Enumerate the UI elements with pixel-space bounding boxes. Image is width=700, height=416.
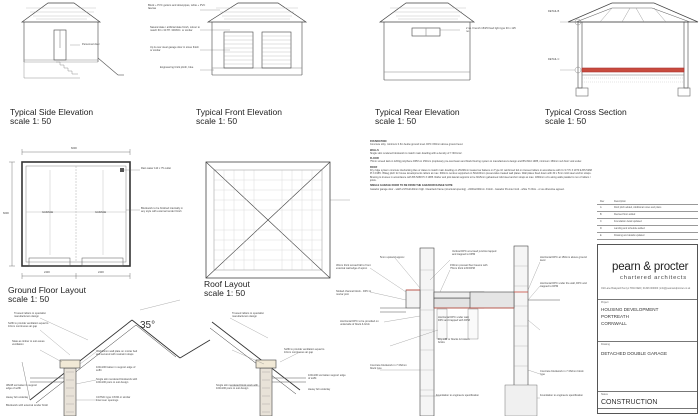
note-eaves-3: Slate as timber to suit eaves ventilation xyxy=(12,340,45,347)
note-found-11: Horizontal DPC under the wall, DPC and trapped to DPM xyxy=(540,282,587,289)
note-eaves-2: Soffit to provide ventilation equal to 10mm continuous air gap xyxy=(8,322,49,329)
rev-row-c: C xyxy=(600,220,602,223)
note-eaves-8: CATNIC type CX/90 or similar lintel over openings xyxy=(96,396,131,403)
plan-dim-2: 2430 xyxy=(98,271,104,274)
title-ground-floor: Ground Floor Layout scale 1: 50 xyxy=(8,285,86,304)
roof-pitch-label: 35° xyxy=(140,320,156,331)
note-eaves-9: Blockwork with external render finish xyxy=(6,404,49,407)
front-elevation xyxy=(200,3,306,75)
note-found-12: Concrete blockwork in 7.3N/mm block type xyxy=(540,370,584,377)
title-front-elevation: Typical Front Elevation scale 1: 50 xyxy=(196,107,282,126)
note-eaves-10: 38x38 sw batten in support edge of soffit xyxy=(6,384,38,391)
note-rear-1: 2 no. French 15/25 fixed light type 30 x 125 no. xyxy=(466,27,516,34)
firm-address: Old Lane Boatyard Penryn TR10 9ED | 01326 000000 | info@pearnandprocter.co.uk xyxy=(601,287,691,290)
foundation-detail-left xyxy=(370,248,484,416)
roof-plan xyxy=(206,162,350,278)
firm-logo-subtitle: chartered architects xyxy=(620,275,687,281)
note-found-7: Dry infill or blocks & broken bricks xyxy=(438,338,470,345)
rear-elevation xyxy=(380,3,474,80)
note-eaves-13: Trussed rafters to specialist manufacturers design xyxy=(232,312,264,319)
note-found-13: Foundation to engineers specification xyxy=(540,394,583,397)
front-door-right xyxy=(262,32,291,68)
rev-row-a: A xyxy=(600,206,602,209)
label-project: Project xyxy=(601,301,609,304)
title-cross-section: Typical Cross Section scale 1: 50 xyxy=(545,107,627,126)
rev-row-e-desc: Drawing and details updated xyxy=(614,234,645,237)
note-eaves-14: Soffit to provide ventilation equal to 10mm continuous air gap xyxy=(284,348,325,355)
rev-header-desc: Description xyxy=(614,200,626,203)
rev-row-c-desc: Foundation detail updated xyxy=(614,220,642,223)
note-eaves-15: Single skin rendered block work with 100x100 piers to suit design xyxy=(216,384,258,391)
note-front-4: Engineering brick plinth, blue xyxy=(160,66,194,69)
ground-floor-plan xyxy=(9,149,140,279)
note-found-4: 150mm precast floor beams with 75mm thick infill DPM xyxy=(450,264,488,271)
plan-label-garage-left: GARAGE xyxy=(42,211,54,214)
note-found-14: Horizontal DPC to be provided on underside of block & brick xyxy=(340,320,379,327)
note-eaves-6: Heavy felt underlay xyxy=(6,396,29,399)
note-front-2: Natural slate / artificial slate finish, colour to match 60 x 30 TP. 30/45/C. or similar xyxy=(150,26,200,33)
rev-row-b-desc: Revised floor added xyxy=(614,213,636,216)
rev-row-d-desc: Landing and schedule added xyxy=(614,227,645,230)
note-found-10: Horizontal DPC at 150mm above ground level xyxy=(540,256,587,263)
note-found-9: Foundation to engineers specification xyxy=(436,394,479,397)
drawing-name: DETACHED DOUBLE GARAGE xyxy=(601,351,668,356)
note-detail-b: DETAIL B xyxy=(548,10,560,13)
foundation-detail-right xyxy=(470,246,560,416)
note-eaves-11: Heavy felt underlay xyxy=(308,388,331,391)
project-line-1: HOUSING DEVELOPMENT xyxy=(601,307,659,312)
side-elevation xyxy=(22,3,124,78)
project-line-2: PORTREATH xyxy=(601,314,629,319)
note-found-6: Horizontal DPC under wall, DPC and trapped with DPM xyxy=(438,316,470,323)
title-rear-elevation: Typical Rear Elevation scale 1: 50 xyxy=(375,107,460,126)
note-eaves-7: Single skin rendered blockwork with 100x100 piers to suit design xyxy=(96,378,138,385)
note-gf-1: Rain water 110 x 75 outlet xyxy=(141,167,171,170)
note-found-3: 30mm thick screed fall to front external wall edge of apron xyxy=(336,264,371,271)
rev-header-rev: Rev xyxy=(600,200,605,203)
plan-dim-top: 6000 xyxy=(71,147,77,150)
note-front-3: Up & over steel garage door in stove finish or similar xyxy=(150,46,199,53)
note-side-door: Personnel door xyxy=(82,43,100,46)
rev-row-b: B xyxy=(600,213,602,216)
note-found-2: Vertical DPC at screed junction lapped and trapped to DPM xyxy=(452,250,497,257)
rev-row-d: D xyxy=(600,227,602,230)
note-eaves-5: 100x100 batten in support edge of soffit xyxy=(96,366,136,373)
note-found-5: Slotted channel block - DPC in mortar joint xyxy=(336,290,372,297)
note-detail-c: DETAIL C xyxy=(548,58,560,61)
plan-dim-1: 2430 xyxy=(44,271,50,274)
rev-row-e: E xyxy=(600,234,602,237)
plan-label-garage-right: GARAGE xyxy=(95,211,107,214)
title-side-elevation: Typical Side Elevation scale 1: 50 xyxy=(10,107,94,126)
note-gf-2: Blockwork to be finished internally in any style with external render finish xyxy=(141,207,183,214)
specification-notes: FOUNDATION Concrete strip, minimum 0.6m below ground level. DPC 150mm above ground level. WALLS Single skin rendered blockwork to match main dwelling with a density of 7.3N/mm2. FLOOR 75mm screed laid on 1200g polythene DPM on 150mm proprietary pre-cast beam and block flooring system to manufacturers design and BS 8110 1985, minimum 150mm sub floor void under. ROOF Dry ridge system concrete interlocking tiles or slates to match main dwelling on 25x38mm treated sw battens on Type 1F reinforced felt on trussed rafters in accordance with CJ 17 Pt 3 1970 & BS 5268 Pt 3 1985. 35deg pitch for house developments rafters at max. 600mm centres supported on 50x100mm preservative treated wall plates. Wall plates fixed down with 30 x 5mm mild steel anchor straps. Bracing to trusses in accordance with BS 5268 Pt 3 1985. Rafter and joist lateral supports to be 30x5mm galvanised mild steel anchor straps at max. 1800mm c/cs along walls parallel to run of rafters / joists. SINGLE GARAGE DOOR TO BE FROM THE GARADOR RANGE SUITE Garador garage door - width 2170x2140mm high. Cleardeck frame (structural opening) - 2200x2200mm. Finish - Garador Premier Grid - white 71 RAL - or as otherwise agreed. xyxy=(370,140,592,191)
title-roof-layout: Roof Layout scale 1: 50 xyxy=(204,279,250,298)
eaves-detail-right xyxy=(180,318,306,416)
note-eaves-4: 30x100mm wall plate on mortar bed and secured with restraint straps xyxy=(96,350,138,357)
drawing-status: CONSTRUCTION xyxy=(601,399,658,406)
note-found-8: Concrete blockwork in 7.3N/mm block type xyxy=(370,364,407,371)
project-line-3: CORNWALL xyxy=(601,321,627,326)
rev-row-a-desc: Roof pitch added, Additional notes and plans xyxy=(614,206,662,209)
plan-dim-side: 6000 xyxy=(3,212,9,215)
note-eaves-12: 100x100 sw batten support edge of soffit xyxy=(308,374,346,381)
cross-section xyxy=(560,3,698,96)
title-block xyxy=(597,244,698,414)
note-eaves-1: Trussed rafters to specialist manufacturers design xyxy=(14,312,46,319)
note-front-1: Block + PVC gutters and downpipes, white + PVC fascias xyxy=(148,4,206,11)
firm-logo: pearn & procter xyxy=(612,261,689,273)
note-found-1: 5mm upstand approx xyxy=(380,256,405,259)
label-drawing: Drawing xyxy=(601,343,610,346)
label-status: Status xyxy=(601,393,608,396)
